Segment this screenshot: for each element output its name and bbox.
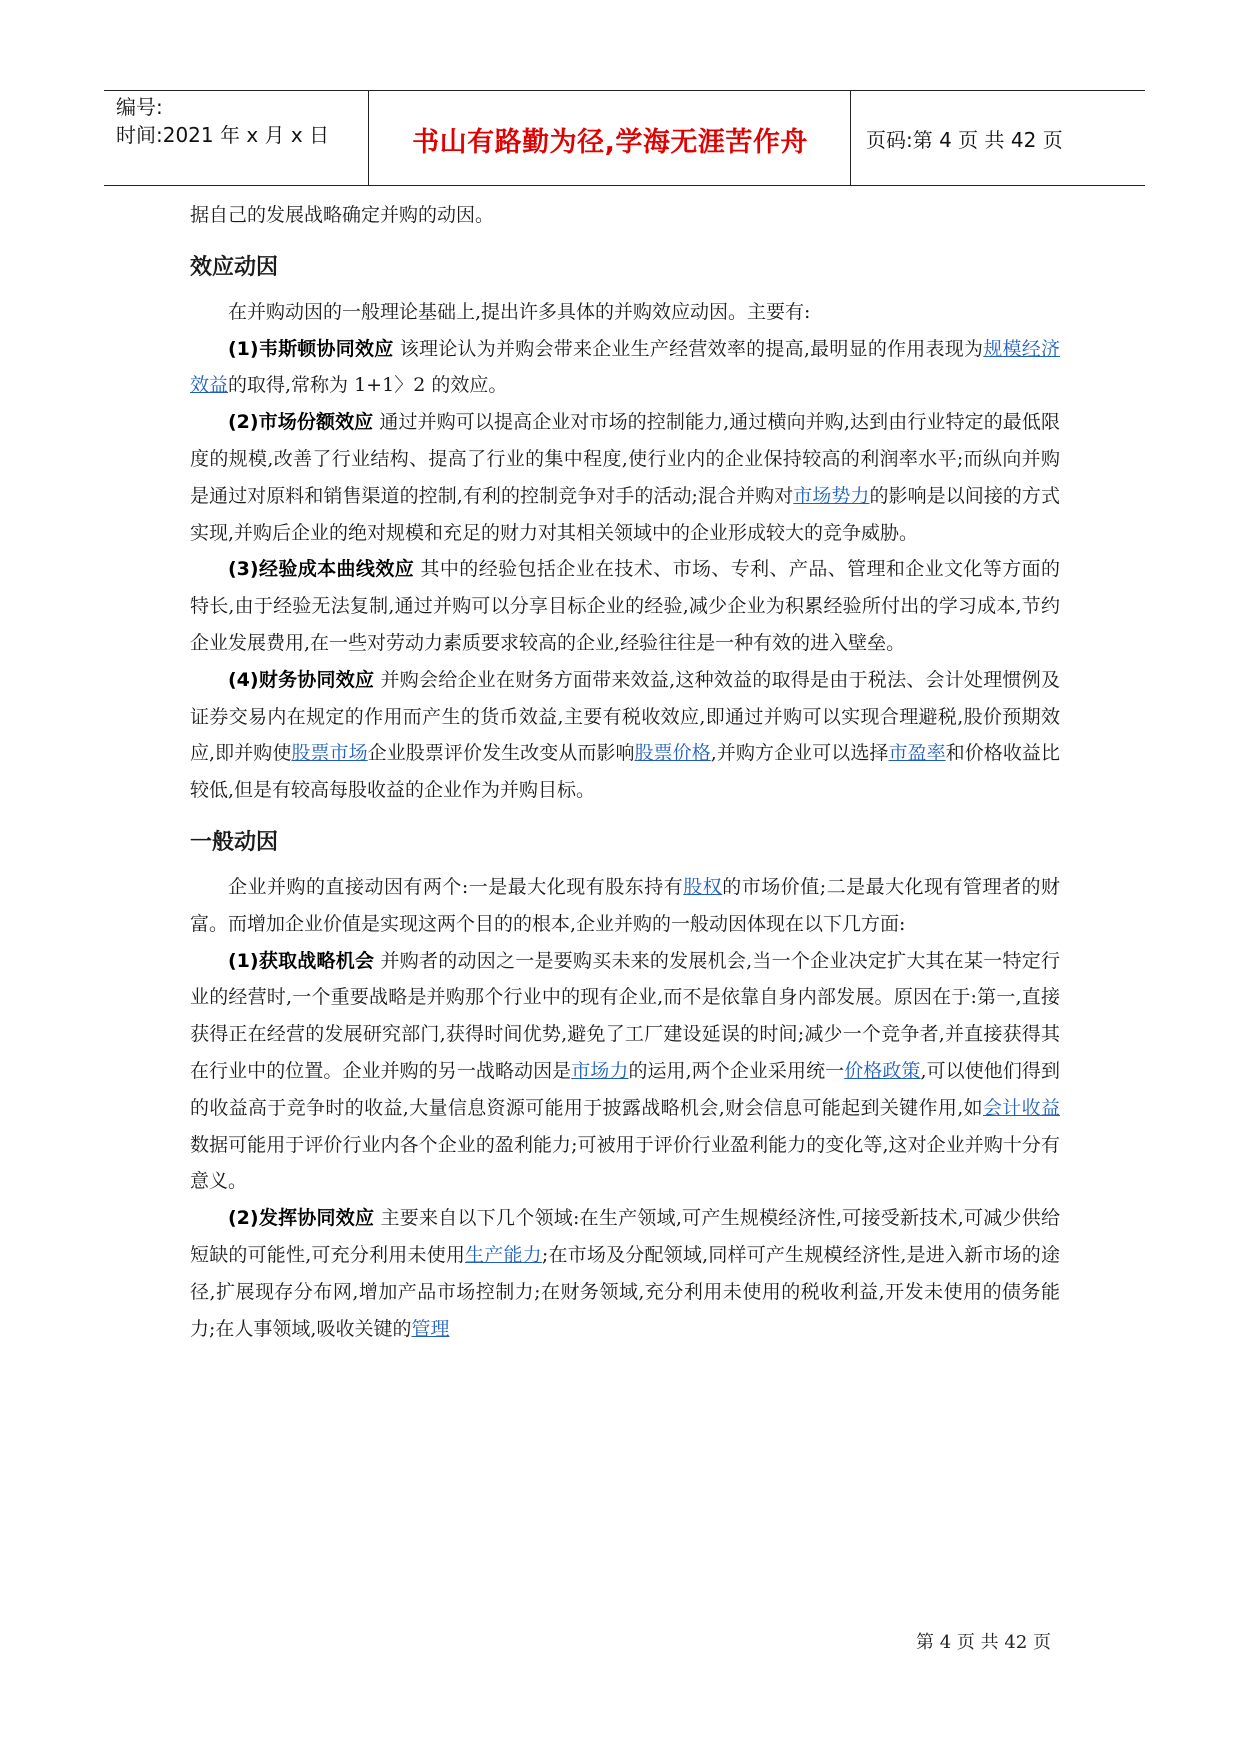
subheading: (4)财务协同效应 bbox=[228, 668, 375, 691]
link[interactable]: 价格政策 bbox=[844, 1059, 921, 1082]
subheading: (2)发挥协同效应 bbox=[228, 1207, 375, 1230]
link[interactable]: 规模经济效益 bbox=[190, 337, 1060, 397]
link[interactable]: 市盈率 bbox=[888, 742, 946, 765]
section-heading: 效应动因 bbox=[190, 254, 279, 280]
paragraph-text: ;在市场及分配领域,同样可产生规模经济性,是进入新市场的途径,扩展现存分布网,增加产品市场控制力;在财务领域,充分利用未使用的税收利益,开发未使用的债务能力;在人事领域,吸收关键的 bbox=[190, 1243, 1060, 1340]
paragraph bbox=[190, 404, 1060, 551]
document-header bbox=[104, 90, 1145, 186]
paragraph-text: 通过并购可以提高企业对市场的控制能力,通过横向并购,达到由行业特定的最低限度的规模,改善了行业结构、提高了行业的集中程度,使行业内的企业保持较高的利润率水平;而纵向并购是通过对原料和销售渠道的控制,有利的控制竞争对手的活动;混合并购对 bbox=[190, 411, 1061, 507]
paragraph: 据自己的发展战略确定并购的动因。 bbox=[190, 204, 495, 226]
paragraph-text: 其中的经验包括企业在技术、市场、专利、产品、管理和企业文化等方面的特长,由于经验无法复制,通过并购可以分享目标企业的经验,减少企业为积累经验所付出的学习成本,节约企业发展费用,在一些对劳动力素质要求较高的企业,经验往往是一种有效的进入壁垒。 bbox=[190, 558, 1060, 654]
section-heading: 一般动因 bbox=[190, 829, 279, 855]
subheading: (3)经验成本曲线效应 bbox=[228, 558, 415, 581]
paragraph-text: 该理论认为并购会带来企业生产经营效率的提高,最明显的作用表现为 bbox=[393, 337, 984, 360]
link[interactable]: 股票价格 bbox=[634, 742, 711, 765]
link[interactable]: 会计收益 bbox=[982, 1096, 1060, 1119]
header-page-number: 页码:第 4 页 共 42 页 bbox=[866, 128, 1063, 152]
paragraph-text: 数据可能用于评价行业内各个企业的盈利能力;可被用于评价行业盈利能力的变化等,这对企业并购十分有意义。 bbox=[190, 1133, 1060, 1193]
header-page-cell bbox=[852, 91, 1145, 185]
paragraph-text: ,并购方企业可以选择 bbox=[710, 742, 889, 765]
paragraph bbox=[190, 551, 1060, 661]
subheading: (1)获取战略机会 bbox=[228, 949, 375, 972]
paragraph-text: 企业股票评价发生改变从而影响 bbox=[367, 742, 635, 765]
header-info-cell bbox=[104, 91, 369, 185]
subheading: (2)市场份额效应 bbox=[228, 411, 374, 434]
paragraph bbox=[190, 943, 1060, 1201]
document-body bbox=[190, 204, 1061, 1347]
paragraph bbox=[190, 1200, 1060, 1347]
link[interactable]: 股票市场 bbox=[291, 742, 368, 765]
paragraph-text: 和价格收益比较低,但是有较高每股收益的企业作为并购目标。 bbox=[190, 742, 1060, 802]
document-number: 编号: bbox=[116, 95, 163, 119]
link[interactable]: 生产能力 bbox=[465, 1243, 542, 1266]
page-footer: 第 4 页 共 42 页 bbox=[916, 1632, 1051, 1653]
paragraph bbox=[190, 869, 1060, 943]
paragraph bbox=[190, 331, 1060, 405]
paragraph-text: 的取得,常称为 1+1〉2 的效应。 bbox=[228, 374, 508, 397]
link[interactable]: 市场力 bbox=[571, 1059, 629, 1082]
link[interactable]: 股权 bbox=[683, 875, 723, 898]
paragraph-text: ,可以使他们得到的收益高于竞争时的收益,大量信息资源可能用于披露战略机会,财会信息可能起到关键作用,如 bbox=[190, 1059, 1060, 1119]
link[interactable]: 管理 bbox=[411, 1317, 450, 1340]
subheading: (1)韦斯顿协同效应 bbox=[228, 337, 394, 360]
paragraph-text: 并购会给企业在财务方面带来效益,这种效益的取得是由于税法、会计处理惯例及证券交易内在规定的作用而产生的货币效益,主要有税收效应,即通过并购可以实现合理避税,股价预期效应,即并购使 bbox=[190, 668, 1060, 765]
header-motto-cell bbox=[370, 91, 851, 185]
paragraph-text: 企业并购的直接动因有两个:一是最大化现有股东持有 bbox=[228, 875, 684, 898]
paragraph-text: 的市场价值;二是最大化现有管理者的财富。而增加企业价值是实现这两个目的的根本,企业并购的一般动因体现在以下几方面: bbox=[190, 875, 1061, 935]
paragraph-text: 的影响是以间接的方式实现,并购后企业的绝对规模和充足的财力对其相关领域中的企业形成较大的竞争威胁。 bbox=[190, 484, 1060, 544]
paragraph-text: 的运用,两个企业采用统一 bbox=[628, 1059, 845, 1082]
document-time: 时间:2021 年 x 月 x 日 bbox=[116, 123, 330, 147]
paragraph: 在并购动因的一般理论基础上,提出许多具体的并购效应动因。主要有: bbox=[228, 300, 811, 323]
link[interactable]: 市场势力 bbox=[793, 484, 870, 507]
paragraph bbox=[190, 662, 1060, 809]
paragraph-text: 并购者的动因之一是要购买未来的发展机会,当一个企业决定扩大其在某一特定行业的经营时,一个重要战略是并购那个行业中的现有企业,而不是依靠自身内部发展。原因在于:第一,直接获得正在经营的发展研究部门,获得时间优势,避免了工厂建设延误的时间;减少一个竞争者,并直接获得其在行业中的位置。企业并购的另一战略动因是 bbox=[190, 949, 1060, 1082]
header-motto: 书山有路勤为径,学海无涯苦作舟 bbox=[412, 127, 808, 158]
paragraph-text: 主要来自以下几个领域:在生产领域,可产生规模经济性,可接受新技术,可减少供给短缺的可能性,可充分利用未使用 bbox=[190, 1207, 1060, 1266]
